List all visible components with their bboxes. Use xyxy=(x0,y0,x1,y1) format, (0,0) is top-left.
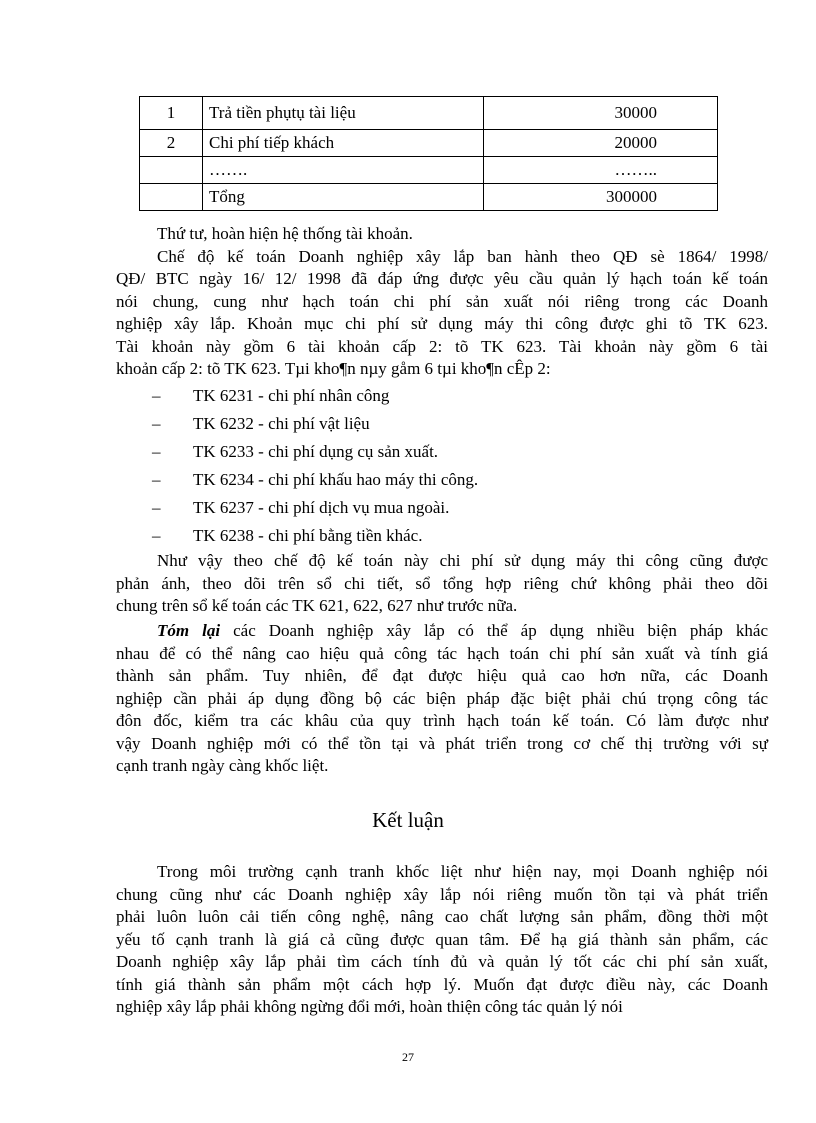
account-description: - chi phí khấu hao máy thi công. xyxy=(258,470,479,489)
account-code: TK 6232 xyxy=(193,414,254,433)
text-line: cạnh tranh ngày càng khốc liệt. xyxy=(116,756,329,775)
account-description: - chi phí dụng cụ sản xuất. xyxy=(258,442,439,461)
text-line: chung cũng như các Doanh nghiệp xây lắp nói riêng muốn tồn tại và phát triển xyxy=(116,884,768,904)
account-description: - chi phí vật liệu xyxy=(258,414,370,433)
text-line: vậy Doanh nghiệp mới có thể tồn tại và phát triển trong cơ chế thị trường với sự xyxy=(116,733,768,753)
section-heading: Kết luận xyxy=(372,808,444,832)
table-row xyxy=(140,130,718,157)
account-code: TK 6231 xyxy=(193,386,254,405)
text-line: Tài khoản này gồm 6 tài khoản cấp 2: tõ TK 623. Tài khoản này gồm 6 tài xyxy=(116,336,768,356)
list-item xyxy=(116,410,716,438)
text-line: phản ánh, theo dõi trên sổ chi tiết, sổ tổng hợp riêng chứ không phải theo dõi xyxy=(116,573,768,593)
row-number xyxy=(140,157,203,184)
account-code: TK 6234 xyxy=(193,470,254,489)
list-item xyxy=(116,382,716,410)
table-row xyxy=(140,157,718,184)
list-item xyxy=(116,522,716,550)
account-code: TK 6238 xyxy=(193,526,254,545)
paragraph-regime xyxy=(116,223,768,381)
account-code: TK 6233 xyxy=(193,442,254,461)
row-number: 1 xyxy=(140,97,203,130)
summary-rest: các Doanh nghiệp xây lắp có thể áp dụng nhiều biện pháp khác xyxy=(220,621,769,640)
text-line: QĐ/ BTC ngày 16/ 12/ 1998 đã đáp ứng được yêu cầu quản lý hạch toán kế toán xyxy=(116,269,768,288)
account-code: TK 6237 xyxy=(193,498,254,517)
dash-bullet: – xyxy=(152,386,161,405)
text-line: Thứ tư, hoàn hiện hệ thống tài khoản. xyxy=(157,224,413,243)
text-line: đôn đốc, kiểm tra các khâu của quy trình hạch toán kế toán. Có làm được như xyxy=(116,711,768,730)
text-line: Trong môi trường cạnh tranh khốc liệt như hiện nay, mọi Doanh nghiệp nói xyxy=(157,862,768,881)
text-line: thành sản phẩm. Tuy nhiên, để đạt được hiệu quả cao hơn nữa, các Doanh xyxy=(116,666,768,685)
row-description: ……. xyxy=(203,157,484,184)
text-line: chung trên sổ kế toán các TK 621, 622, 627 như trước nữa. xyxy=(116,596,518,615)
list-item xyxy=(116,466,716,494)
dash-bullet: – xyxy=(152,498,161,517)
account-description: - chi phí dịch vụ mua ngoài. xyxy=(258,498,450,517)
text-line: phải luôn luôn cải tiến công nghệ, nâng cao chất lượng sản phẩm, đồng thời một xyxy=(116,907,768,926)
text-line: nghiệp xây lắp phải không ngừng đổi mới, hoàn thiện công tác quản lý nói xyxy=(116,997,623,1016)
text-line xyxy=(116,620,768,643)
dash-bullet: – xyxy=(152,526,161,545)
paragraph-summary xyxy=(116,620,768,778)
row-amount: …….. xyxy=(484,157,718,184)
row-amount: 20000 xyxy=(484,130,718,157)
text-line: Chế độ kế toán Doanh nghiệp xây lắp ban hành theo QĐ sè 1864/ 1998/ xyxy=(157,246,768,266)
account-list xyxy=(116,382,716,550)
text-line: tính giá thành sản phẩm một cách hợp lý. Muốn đạt được điều này, các Doanh xyxy=(116,974,768,994)
text-line: Doanh nghiệp xây lắp phải tìm cách tính đủ và quản lý tốt các chi phí sản xuất, xyxy=(116,952,768,971)
text-line: khoản cấp 2: tõ TK 623. Tµi kho¶n nµy gåm 6 tµi kho¶n cÊp 2: xyxy=(116,359,551,378)
account-description: - chi phí nhân công xyxy=(258,386,390,405)
dash-bullet: – xyxy=(152,442,161,461)
text-line: Như vậy theo chế độ kế toán này chi phí sử dụng máy thi công cũng được xyxy=(157,551,768,570)
row-amount: 300000 xyxy=(484,184,718,211)
row-amount: 30000 xyxy=(484,97,718,130)
row-description: Tổng xyxy=(203,184,484,211)
summary-lead: Tóm lại xyxy=(157,621,221,640)
cost-table xyxy=(139,96,718,211)
table-row xyxy=(140,184,718,211)
list-item xyxy=(116,438,716,466)
paragraph-conclusion xyxy=(116,861,768,1019)
account-description: - chi phí bằng tiền khác. xyxy=(258,526,423,545)
text-line: yếu tố cạnh tranh là giá cả cũng được quan tâm. Để hạ giá thành sản phẩm, các xyxy=(116,929,768,949)
row-description: Chi phí tiếp khách xyxy=(203,130,484,157)
row-number: 2 xyxy=(140,130,203,157)
dash-bullet: – xyxy=(152,470,161,489)
table-row xyxy=(140,97,718,130)
row-number xyxy=(140,184,203,211)
paragraph-reflect xyxy=(116,550,768,618)
list-item xyxy=(116,494,716,522)
dash-bullet: – xyxy=(152,414,161,433)
text-line: nghiệp xây lắp. Khoản mục chi phí sử dụng máy thi công được ghi tõ TK 623. xyxy=(116,314,768,333)
page-number: 27 xyxy=(402,1050,414,1064)
text-line: nhau để có thể nâng cao hiệu quả công tác hạch toán chi phí sản xuất và tính giá xyxy=(116,643,768,663)
text-line: nói chung, cung như hạch toán chi phí sản xuất nói riêng trong các Doanh xyxy=(116,291,768,311)
text-line: nghiệp cần phải áp dụng đồng bộ các biện pháp đặc biệt phải chú trọng công tác xyxy=(116,688,768,708)
row-description: Trả tiền phụtụ tài liệu xyxy=(203,97,484,130)
